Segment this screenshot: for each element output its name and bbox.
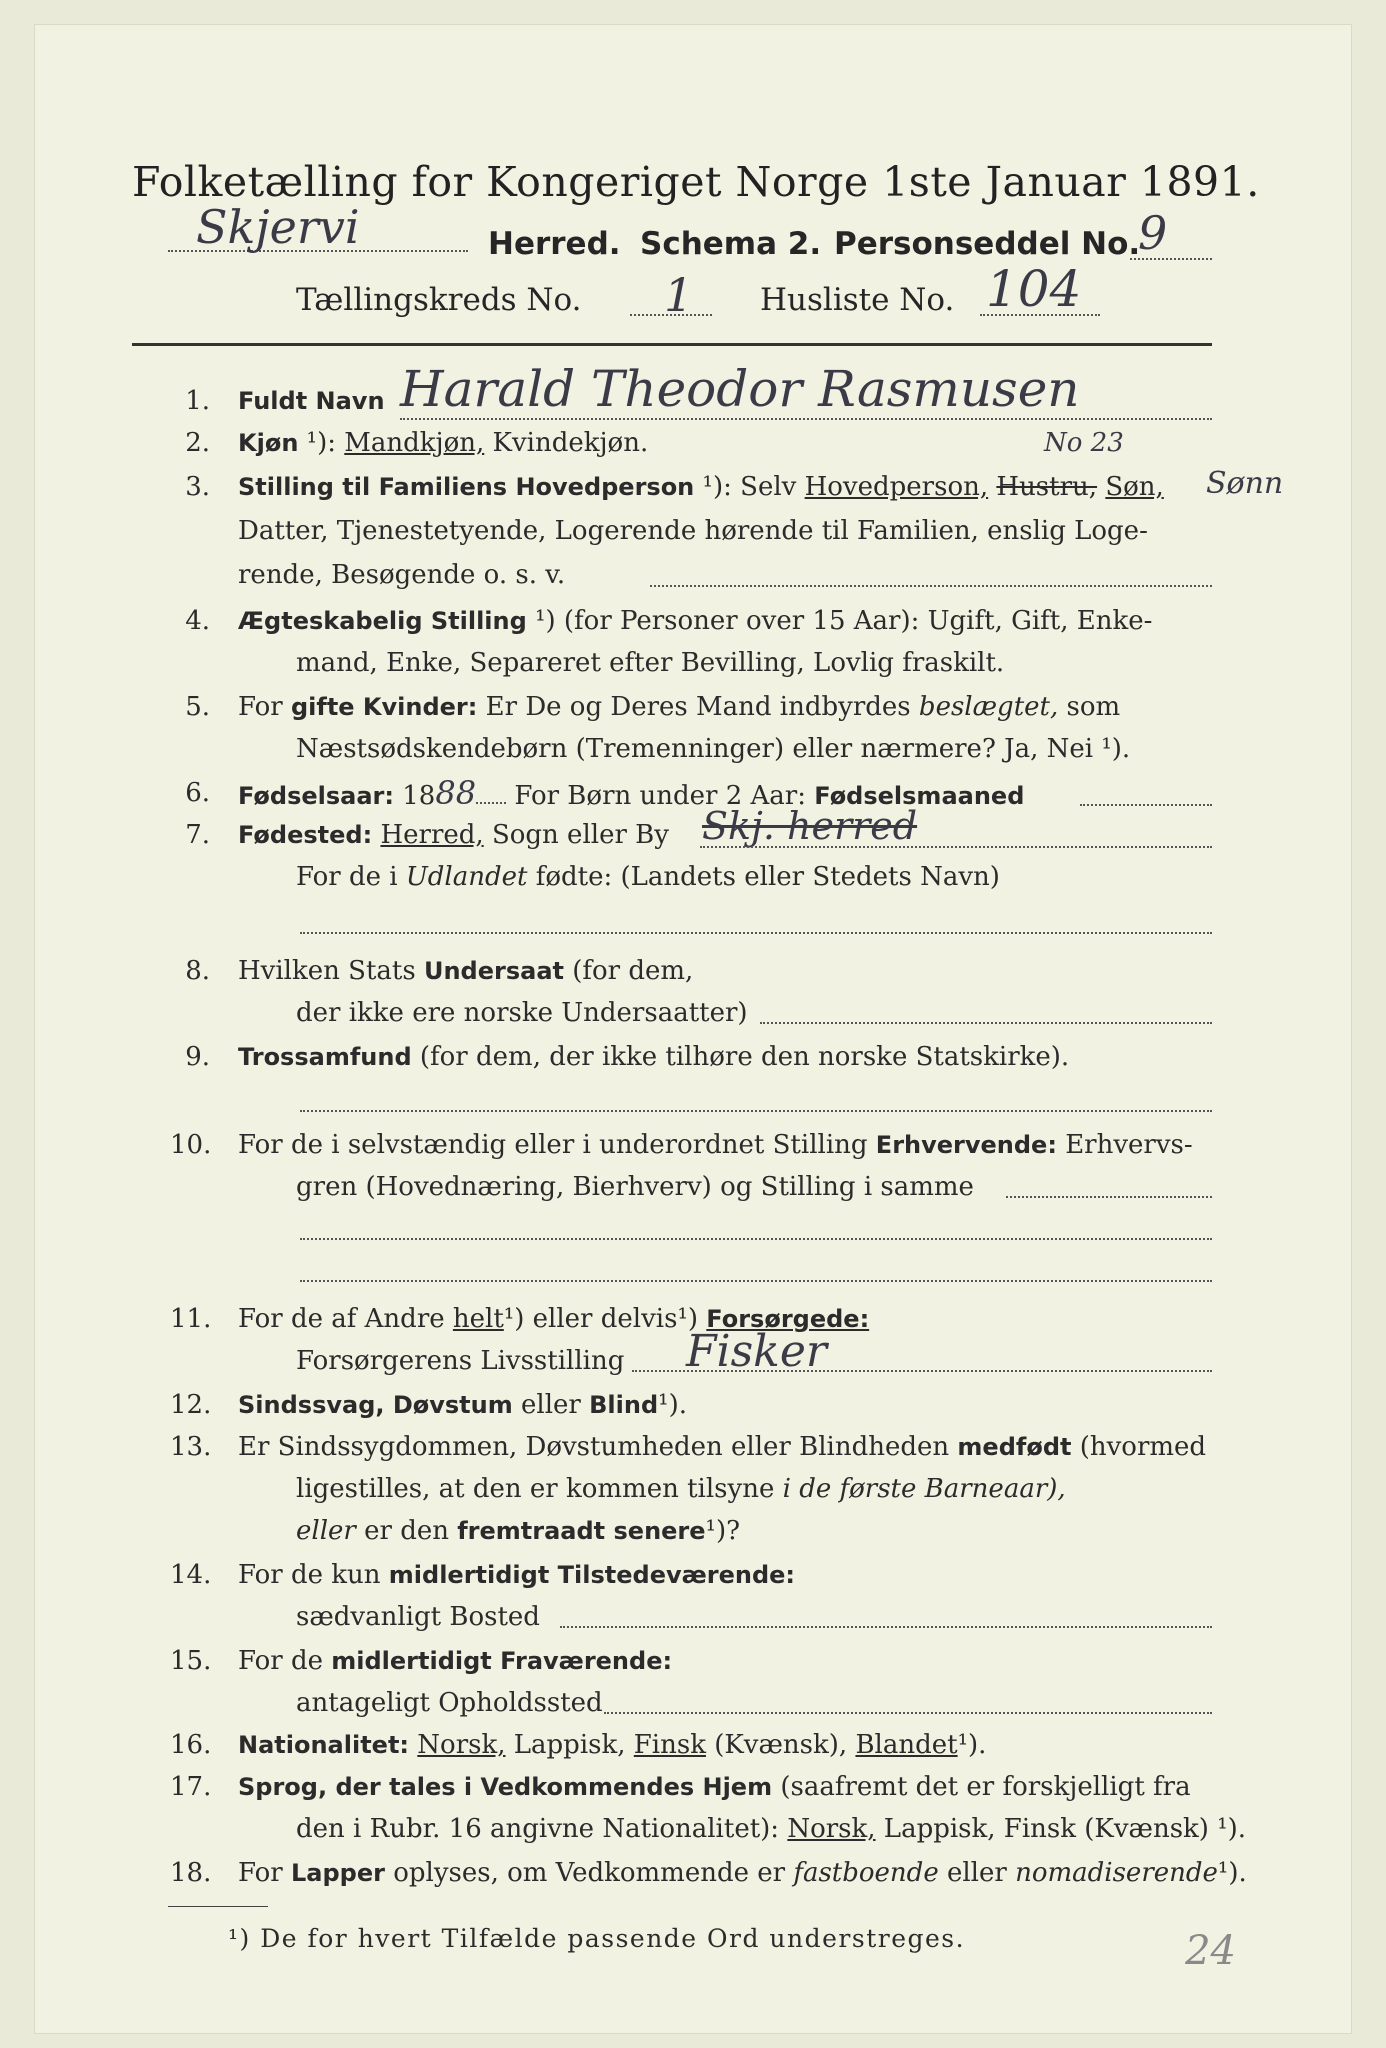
- row-text: i de første Barneaar),: [782, 1474, 1066, 1504]
- row-text: Datter, Tjenestetyende, Logerende hørende til Familien, enslig Loge-: [238, 516, 1148, 546]
- row-7-field-line: [700, 846, 1212, 848]
- row-label: Forsørgede:: [706, 1305, 870, 1333]
- row-text: (saafremt det er forskjelligt fra: [780, 1772, 1191, 1802]
- footnote-ref: ¹):: [306, 428, 336, 458]
- row-10-field-line: [1006, 1196, 1212, 1198]
- row-text: For de: [238, 1646, 323, 1676]
- row-number: 4.: [185, 606, 210, 636]
- row-number: 1.: [185, 386, 210, 416]
- option-lappisk: Lappisk,: [513, 1730, 626, 1760]
- row-14-field-line: [560, 1626, 1212, 1628]
- row-label: Trossamfund: [238, 1043, 412, 1071]
- row-8-field-line: [760, 1022, 1212, 1024]
- row-text: mand, Enke, Separeret efter Bevilling, Lovlig fraskilt.: [296, 648, 1005, 678]
- option-selv: Selv: [740, 472, 797, 502]
- row-3-field-line: [650, 585, 1212, 587]
- row-text: (for dem,: [572, 956, 694, 986]
- option-finsk: Finsk: [633, 1730, 706, 1760]
- row-label: Fødselsmaaned: [814, 782, 1025, 810]
- row-text: For de i selvstændig eller i underordnet Stilling: [238, 1130, 868, 1160]
- row-text: Er De og Deres Mand indbyrdes: [485, 692, 911, 722]
- row-label: Stilling til Familiens Hovedperson: [238, 473, 695, 501]
- option-norsk: Norsk,: [787, 1814, 876, 1844]
- row-text: gren (Hovednæring, Bierhverv) og Stilling i samme: [296, 1172, 974, 1202]
- husliste-value: 104: [986, 260, 1082, 318]
- row-15-field-line: [604, 1712, 1212, 1714]
- row-label: Fuldt Navn: [238, 387, 385, 415]
- row-text: eller: [946, 1858, 1007, 1888]
- row-text: For: [238, 692, 283, 722]
- footnote: ¹) De for hvert Tilfælde passende Ord understreges.: [228, 1924, 966, 1953]
- row-label: medfødt: [957, 1433, 1072, 1461]
- full-name-line: [400, 418, 1212, 420]
- row-text: ¹)?: [705, 1516, 741, 1546]
- row-text: der ikke ere norske Undersaatter): [296, 998, 748, 1028]
- row-text: Forsørgerens Livsstilling: [296, 1346, 625, 1376]
- row-text: Lappisk, Finsk (Kvænsk) ¹).: [883, 1814, 1247, 1844]
- form-title: Folketælling for Kongeriget Norge 1ste Januar 1891.: [132, 158, 1260, 206]
- row-text: som: [1066, 692, 1121, 722]
- footnote-ref: ¹).: [1217, 1858, 1247, 1888]
- row-label: Fødested:: [238, 821, 373, 849]
- herred-label: Herred.: [488, 226, 621, 262]
- row-number: 11.: [170, 1304, 212, 1334]
- row-number: 9.: [185, 1042, 210, 1072]
- footnote-ref: ¹).: [658, 1390, 687, 1420]
- corner-mark: 24: [1185, 1928, 1236, 1974]
- row-11-field-line: [632, 1370, 1212, 1372]
- option-herred: Herred,: [380, 820, 484, 850]
- row-number: 16.: [170, 1730, 212, 1760]
- row-number: 14.: [170, 1560, 212, 1590]
- footnote-rule: [168, 1906, 268, 1907]
- row-label: gifte Kvinder:: [290, 693, 478, 721]
- row-9-field-line: [300, 1110, 1212, 1112]
- row-text: For Børn under 2 Aar:: [514, 781, 806, 811]
- handwritten-note: No 23: [1044, 428, 1124, 458]
- row-text: (hvormed: [1079, 1432, 1207, 1462]
- option-hovedperson: Hovedperson,: [804, 472, 989, 502]
- full-name-value: Harald Theodor Rasmusen: [400, 360, 1080, 418]
- row-label: Blind: [589, 1391, 659, 1419]
- header-rule: [132, 343, 1212, 346]
- row-label: Fødselsaar:: [238, 782, 394, 810]
- row-text: (for Personer over 15 Aar): Ugift, Gift, Enke-: [563, 606, 1153, 636]
- option-kvaensk: (Kvænsk),: [714, 1730, 848, 1760]
- row-text: For de i: [296, 862, 398, 892]
- row-number: 18.: [170, 1858, 212, 1888]
- footnote-ref: ¹):: [702, 472, 732, 502]
- row-text: Sogn eller By: [491, 820, 669, 850]
- row-text: Hvilken Stats: [238, 956, 416, 986]
- row-text: eller delvis: [532, 1304, 678, 1334]
- row-text: den i Rubr. 16 angivne Nationalitet):: [296, 1814, 780, 1844]
- row-number: 6.: [185, 778, 210, 808]
- row-text: ligestilles, at den er kommen tilsyne: [296, 1474, 775, 1504]
- row-number: 7.: [185, 820, 210, 850]
- schema-label: Schema 2.: [640, 226, 822, 262]
- row-text: (for dem, der ikke tilhøre den norske Statskirke).: [419, 1042, 1070, 1072]
- row-text: For: [238, 1858, 283, 1888]
- row-label: Sprog, der tales i Vedkommendes Hjem: [238, 1773, 773, 1801]
- row-label: Nationalitet:: [238, 1731, 410, 1759]
- option-helt: helt: [452, 1304, 504, 1334]
- provider-occupation-value: Fisker: [686, 1326, 827, 1377]
- kreds-label: Tællingskreds No.: [296, 282, 582, 318]
- row-text: Erhvervs-: [1065, 1130, 1193, 1160]
- row-text: antageligt Opholdssted: [296, 1688, 603, 1718]
- year-prefix: 18: [402, 781, 436, 811]
- row-text: For de kun: [238, 1560, 381, 1590]
- row-number: 5.: [185, 692, 210, 722]
- option-blandet: Blandet: [855, 1730, 958, 1760]
- personseddel-value: 9: [1138, 206, 1168, 260]
- row-text: nomadiserende: [1015, 1858, 1218, 1888]
- handwritten-relation: Sønn: [1206, 466, 1284, 501]
- row-text: fastboende: [793, 1858, 939, 1888]
- row-text: Udlandet: [405, 862, 528, 892]
- row-label: Ægteskabelig Stilling: [238, 607, 527, 635]
- row-label: midlertidigt Tilstedeværende:: [388, 1561, 796, 1589]
- row-label: Lapper: [290, 1859, 385, 1887]
- row-number: 10.: [170, 1130, 212, 1160]
- option-norsk: Norsk,: [417, 1730, 506, 1760]
- row-10-extra-line-1: [300, 1238, 1212, 1240]
- option-son: Søn,: [1105, 472, 1164, 502]
- footnote-ref: ¹).: [957, 1730, 987, 1760]
- row-text: rende, Besøgende o. s. v.: [238, 560, 566, 590]
- row-6-field-line: [1080, 804, 1212, 806]
- birthplace-value: Skj. herred: [702, 804, 918, 848]
- birth-year-value: 88: [435, 774, 477, 812]
- row-number: 15.: [170, 1646, 212, 1676]
- personseddel-label: Personseddel No.: [834, 226, 1141, 262]
- row-number: 3.: [185, 472, 210, 502]
- husliste-label: Husliste No.: [760, 282, 955, 318]
- row-text: sædvanligt Bosted: [296, 1602, 540, 1632]
- row-text: eller: [296, 1516, 356, 1546]
- row-label: fremtraadt senere: [457, 1517, 706, 1545]
- row-label: Erhvervende:: [875, 1131, 1057, 1159]
- kreds-value: 1: [664, 268, 694, 322]
- row-text: Næstsødskendebørn (Tremenninger) eller nærmere? Ja, Nei ¹).: [296, 734, 1131, 764]
- row-7-extra-line: [300, 932, 1212, 934]
- row-text: For de af Andre: [238, 1304, 445, 1334]
- row-number: 17.: [170, 1772, 212, 1802]
- option-mandkjon: Mandkjøn,: [344, 428, 485, 458]
- row-number: 13.: [170, 1432, 212, 1462]
- row-10-extra-line-2: [300, 1280, 1212, 1282]
- option-hustru: Hustru,: [996, 472, 1098, 502]
- row-number: 12.: [170, 1390, 212, 1420]
- row-label: Undersaat: [423, 957, 564, 985]
- row-label: Sindssvag, Døvstum: [238, 1391, 513, 1419]
- row-text: oplyses, om Vedkommende er: [393, 1858, 786, 1888]
- row-number: 8.: [185, 956, 210, 986]
- herred-value: Skjervi: [196, 200, 360, 254]
- row-text: beslægtet,: [918, 692, 1059, 722]
- row-number: 2.: [185, 428, 210, 458]
- row-text: er den: [364, 1516, 449, 1546]
- row-text: eller: [521, 1390, 581, 1420]
- row-text: Er Sindssygdommen, Døvstumheden eller Blindheden: [238, 1432, 950, 1462]
- row-label: midlertidigt Fraværende:: [331, 1647, 673, 1675]
- row-text: fødte: (Landets eller Stedets Navn): [535, 862, 1000, 892]
- option-kvindekjon: Kvindekjøn.: [492, 428, 649, 458]
- footnote-ref: ¹): [535, 606, 556, 636]
- row-label: Kjøn: [238, 429, 299, 457]
